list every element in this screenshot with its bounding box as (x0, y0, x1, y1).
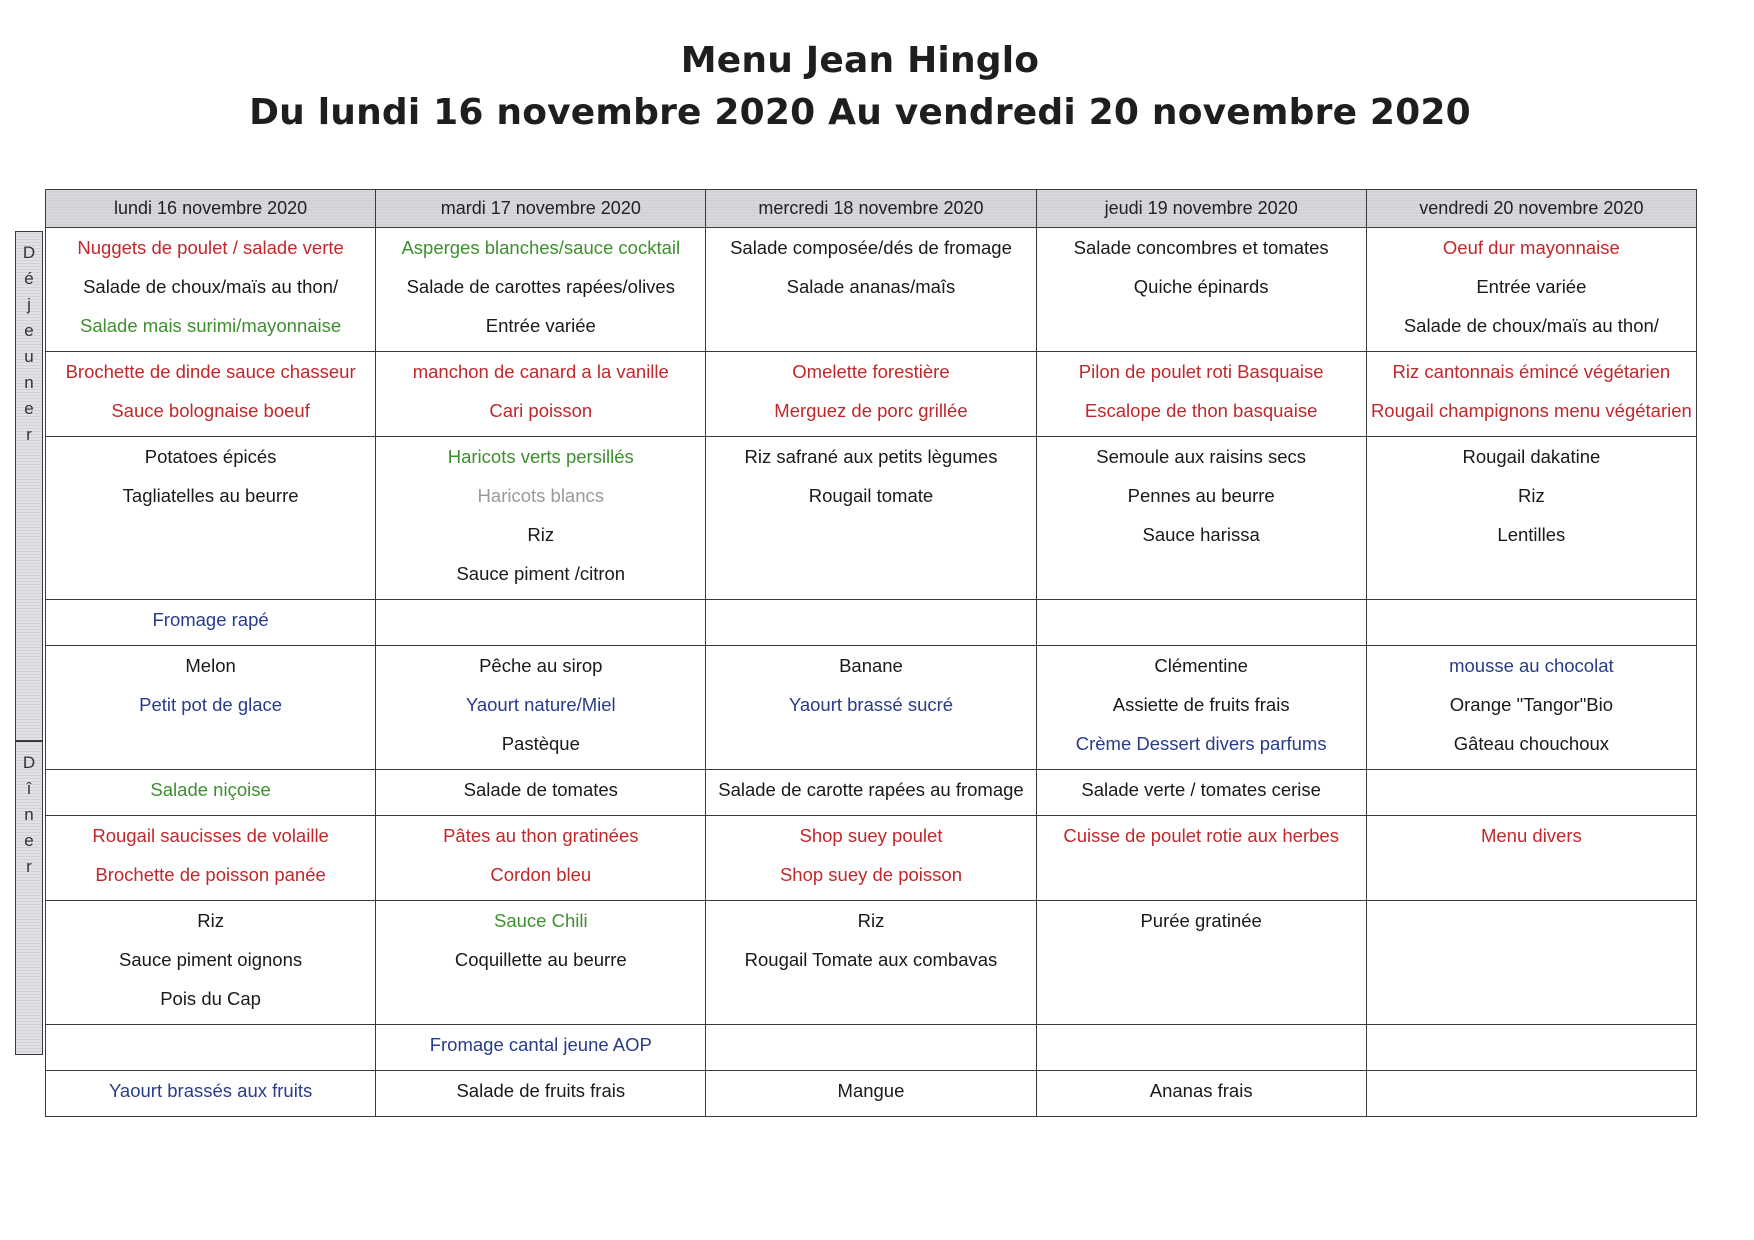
menu-row (46, 901, 1697, 1025)
menu-cell (706, 437, 1036, 600)
menu-cell (1366, 1071, 1696, 1117)
dish-item: Mangue (837, 1080, 905, 1101)
menu-cell (706, 228, 1036, 352)
dish-item: Pêche au sirop (479, 655, 603, 676)
meal-label-letter: n (24, 373, 34, 392)
menu-cell (706, 816, 1036, 901)
menu-cell (376, 816, 706, 901)
dish-item: Rougail tomate (808, 485, 934, 506)
dish-item: Gâteau chouchoux (1453, 733, 1610, 754)
dish-item: Shop suey poulet (799, 825, 943, 846)
menu-cell (46, 352, 376, 437)
dish-item: Cari poisson (489, 400, 593, 421)
dish-item: Pilon de poulet roti Basquaise (1078, 361, 1324, 382)
menu-row (46, 600, 1697, 646)
menu-cell (1036, 437, 1366, 600)
dish-item: Lentilles (1497, 524, 1566, 545)
menu-row (46, 228, 1697, 352)
dish-item: Salade mais surimi/mayonnaise (80, 315, 342, 336)
day-header: lundi 16 novembre 2020 (46, 190, 376, 228)
dish-item: Petit pot de glace (139, 694, 283, 715)
meal-label-letter: D (22, 243, 36, 262)
dish-item: Cordon bleu (490, 864, 592, 885)
menu-cell (46, 228, 376, 352)
dish-item: Crème Dessert divers parfums (1075, 733, 1327, 754)
menu-cell (1366, 901, 1696, 1025)
dish-item: Orange "Tangor"Bio (1449, 694, 1614, 715)
dish-item: Potatoes épicés (144, 446, 277, 467)
page-title: Menu Jean Hinglo (680, 40, 1040, 81)
dish-item: Sauce piment /citron (456, 563, 626, 584)
dish-item: Purée gratinée (1140, 910, 1262, 931)
menu-cell (46, 437, 376, 600)
meal-label-letter: r (26, 425, 32, 444)
dish-item: Menu divers (1480, 825, 1582, 846)
meal-label-letter: é (24, 269, 34, 288)
dish-item: Sauce bolognaise boeuf (111, 400, 310, 421)
dish-item: Rougail champignons menu végétarien (1370, 400, 1692, 421)
menu-cell (46, 816, 376, 901)
menu-cell (706, 901, 1036, 1025)
dish-item: Rougail dakatine (1462, 446, 1601, 467)
dish-item: Entrée variée (1476, 276, 1587, 297)
menu-cell (46, 901, 376, 1025)
dish-item: Omelette forestière (792, 361, 950, 382)
menu-cell (376, 600, 706, 646)
dish-item: Semoule aux raisins secs (1096, 446, 1307, 467)
dish-item: Salade composée/dés de fromage (730, 237, 1012, 258)
menu-cell (1036, 770, 1366, 816)
menu-row (46, 770, 1697, 816)
dish-item: Sauce harissa (1142, 524, 1260, 545)
meal-label-letter: î (26, 779, 32, 798)
dish-item: Salade de fruits frais (456, 1080, 626, 1101)
dish-item: Salade de carotte rapées au fromage (718, 779, 1024, 800)
header-row (46, 190, 1697, 228)
menu-cell (706, 770, 1036, 816)
dish-item: Yaourt nature/Miel (465, 694, 616, 715)
dish-item: Yaourt brassés aux fruits (108, 1080, 313, 1101)
menu-cell (1036, 1025, 1366, 1071)
dish-item: Brochette de poisson panée (95, 864, 326, 885)
dish-item: Riz safrané aux petits lègumes (744, 446, 998, 467)
day-header: mardi 17 novembre 2020 (376, 190, 706, 228)
dish-item: Riz (197, 910, 224, 931)
menu-cell (1036, 646, 1366, 770)
dish-item: Riz (857, 910, 885, 931)
menu-cell (46, 770, 376, 816)
menu-cell (1366, 770, 1696, 816)
dish-item: Asperges blanches/sauce cocktail (401, 237, 681, 258)
meal-label-letter: e (24, 321, 34, 340)
menu-cell (1366, 352, 1696, 437)
menu-cell (376, 901, 706, 1025)
dish-item: Fromage rapé (152, 609, 269, 630)
menu-cell (1366, 646, 1696, 770)
menu-row (46, 1071, 1697, 1117)
menu-cell (1036, 816, 1366, 901)
dish-item: Coquillette au beurre (454, 949, 627, 970)
dish-item: Yaourt brassé sucré (788, 694, 954, 715)
dish-item: Merguez de porc grillée (774, 400, 968, 421)
dish-item: Escalope de thon basquaise (1084, 400, 1318, 421)
dish-item: Haricots verts persillés (447, 446, 634, 467)
page-subtitle: Du lundi 16 novembre 2020 Au vendredi 20 novembre 2020 (249, 92, 1471, 133)
menu-cell (46, 1025, 376, 1071)
menu-cell (376, 437, 706, 600)
menu-row (46, 646, 1697, 770)
menu-cell (1036, 1071, 1366, 1117)
menu-row (46, 437, 1697, 600)
dish-item: Riz (1518, 485, 1545, 506)
dish-item: Rougail Tomate aux combavas (744, 949, 998, 970)
dish-item: Salade de tomates (463, 779, 618, 800)
dish-item: Assiette de fruits frais (1112, 694, 1290, 715)
dish-item: Shop suey de poisson (779, 864, 962, 885)
dish-item: manchon de canard a la vanille (412, 361, 669, 382)
menu-cell (706, 352, 1036, 437)
dish-item: Salade niçoise (150, 779, 271, 800)
dish-item: Cuisse de poulet rotie aux herbes (1063, 825, 1339, 846)
day-header: mercredi 18 novembre 2020 (706, 190, 1036, 228)
menu-cell (376, 1025, 706, 1071)
dish-item: Oeuf dur mayonnaise (1442, 237, 1620, 258)
menu-cell (376, 228, 706, 352)
dish-item: Nuggets de poulet / salade verte (77, 237, 344, 258)
dish-item: Salade verte / tomates cerise (1081, 779, 1321, 800)
menu-cell (1366, 228, 1696, 352)
meal-label-letter: r (26, 857, 32, 876)
dish-item: Melon (185, 655, 236, 676)
menu-cell (1366, 816, 1696, 901)
dish-item: Riz (527, 524, 555, 545)
menu-cell (1036, 901, 1366, 1025)
menu-cell (1036, 228, 1366, 352)
meal-label-letter: D (22, 753, 36, 772)
menu-cell (1036, 600, 1366, 646)
dish-item: Riz cantonnais émincé végétarien (1392, 361, 1671, 382)
menu-cell (706, 1071, 1036, 1117)
dish-item: Entrée variée (485, 315, 596, 336)
menu-cell (1366, 437, 1696, 600)
dish-item: Ananas frais (1149, 1080, 1253, 1101)
meal-label-letter: e (24, 831, 34, 850)
dish-item: Salade de choux/maïs au thon/ (83, 276, 339, 297)
dish-item: Pastèque (501, 733, 580, 754)
menu-cell (706, 1025, 1036, 1071)
dish-item: Sauce Chili (493, 910, 588, 931)
menu-cell (376, 352, 706, 437)
meal-label-dinner (15, 741, 43, 1055)
dish-item: Salade ananas/maîs (786, 276, 956, 297)
meal-label-lunch (15, 231, 43, 741)
dish-item: Banane (839, 655, 903, 676)
menu-cell (46, 1071, 376, 1117)
dish-item: Pâtes au thon gratinées (443, 825, 639, 846)
dish-item: Fromage cantal jeune AOP (429, 1034, 652, 1055)
menu-cell (46, 646, 376, 770)
menu-cell (376, 1071, 706, 1117)
dish-item: Sauce piment oignons (119, 949, 303, 970)
dish-item: Salade concombres et tomates (1073, 237, 1329, 258)
dish-item: mousse au chocolat (1449, 655, 1614, 676)
menu-cell (376, 770, 706, 816)
menu-row (46, 816, 1697, 901)
menu-cell (706, 646, 1036, 770)
dish-item: Salade de carottes rapées/olives (406, 276, 675, 297)
dish-item: Rougail saucisses de volaille (92, 825, 329, 846)
menu-cell (1036, 352, 1366, 437)
dish-item: Brochette de dinde sauce chasseur (65, 361, 356, 382)
dish-item: Quiche épinards (1133, 276, 1269, 297)
menu-row (46, 1025, 1697, 1071)
menu-table (45, 189, 1697, 1117)
meal-label-letter: u (24, 347, 34, 366)
menu-row (46, 352, 1697, 437)
dish-item: Salade de choux/maïs au thon/ (1403, 315, 1659, 336)
menu-cell (706, 600, 1036, 646)
meal-label-letter: j (27, 295, 31, 314)
dish-item: Clémentine (1154, 655, 1248, 676)
day-header: jeudi 19 novembre 2020 (1036, 190, 1366, 228)
meal-label-letter: e (24, 399, 34, 418)
day-header: vendredi 20 novembre 2020 (1366, 190, 1696, 228)
dish-item: Tagliatelles au beurre (122, 485, 299, 506)
meal-label-letter: n (24, 805, 34, 824)
dish-item: Pennes au beurre (1127, 485, 1275, 506)
menu-cell (1366, 1025, 1696, 1071)
dish-item: Pois du Cap (160, 988, 261, 1009)
menu-cell (46, 600, 376, 646)
menu-cell (376, 646, 706, 770)
dish-item: Haricots blancs (477, 485, 605, 506)
menu-cell (1366, 600, 1696, 646)
